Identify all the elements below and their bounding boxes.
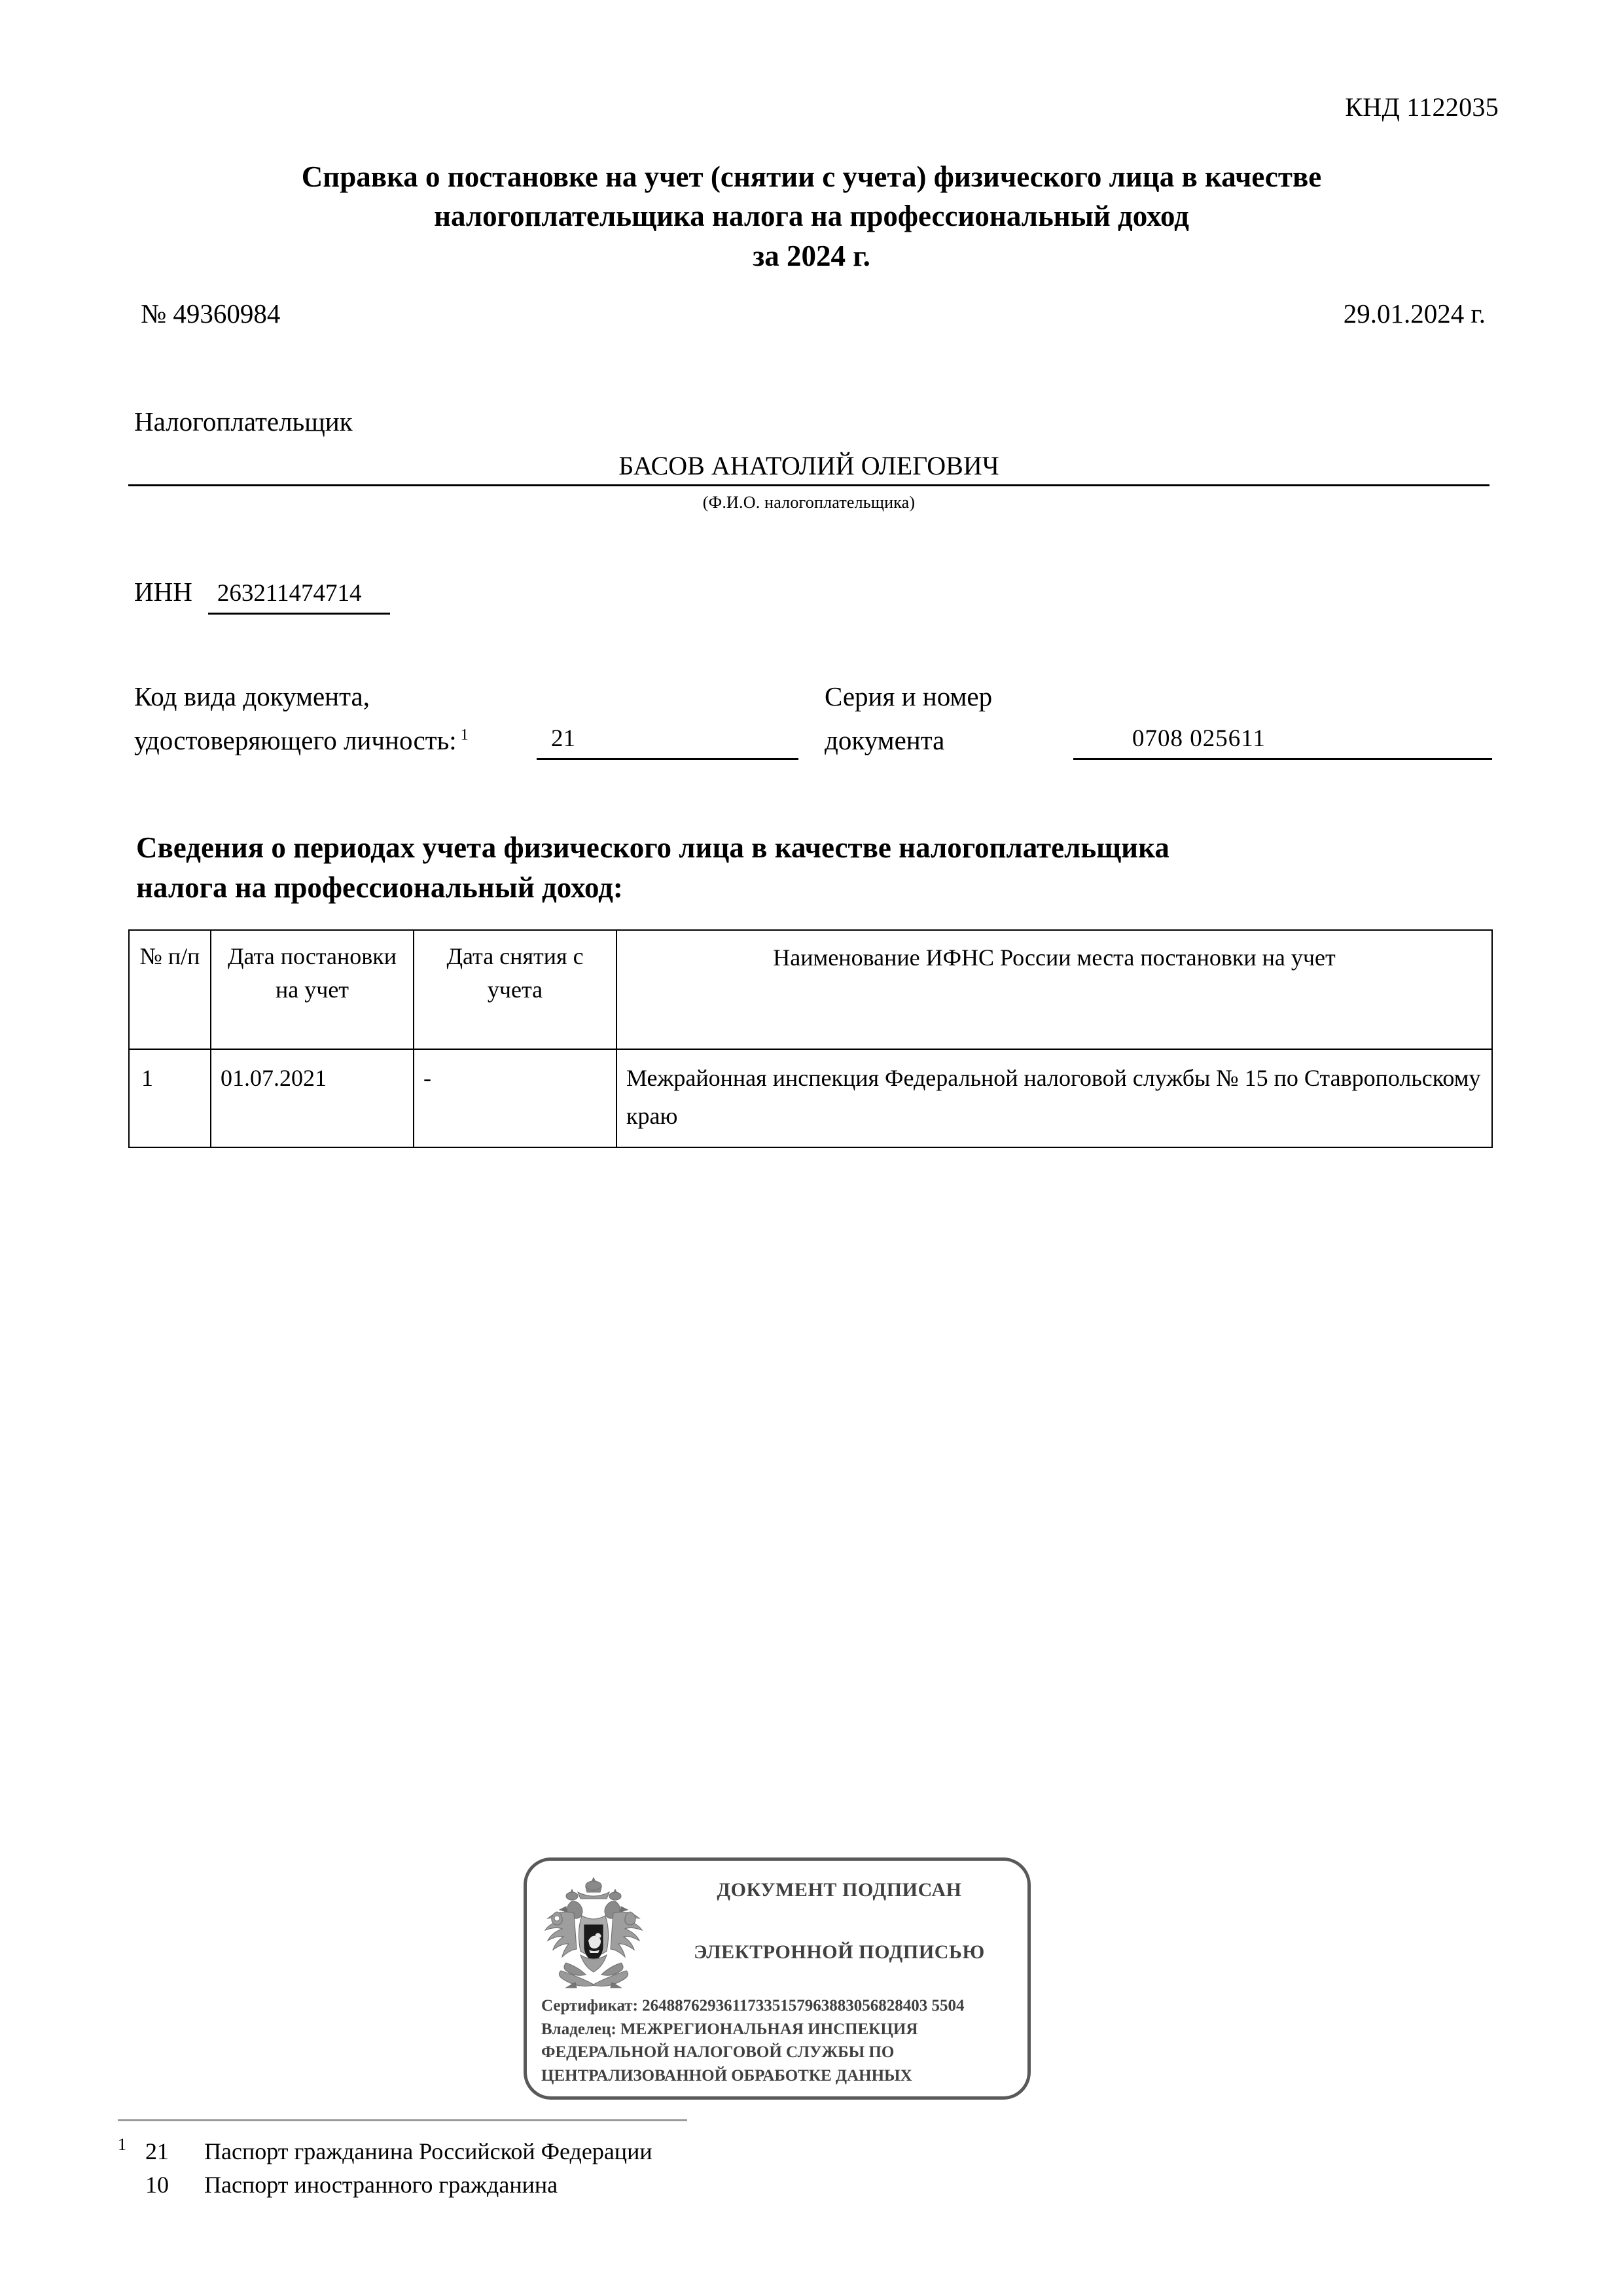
page-title-line-1: Справка о постановке на учет (снятии с учета) физического лица в качестве [301,160,1322,193]
column-header-number: № п/п [129,930,211,1049]
taxpayer-name-caption: (Ф.И.О. налогоплательщика) [702,493,916,512]
inn-row [134,576,390,615]
document-number: № 49360984 [141,298,281,329]
taxpayer-label: Налогоплательщик [134,406,353,437]
column-header-registration-date: Дата постановки на учет [211,930,414,1049]
page-title [151,157,1472,276]
document-date: 29.01.2024 г. [1343,298,1486,329]
document-code-footnote-marker: 1 [460,726,469,744]
russian-coat-of-arms-eagle-icon [541,1873,646,1994]
document-code-value: 21 [537,725,798,760]
owner-label: Владелец: [541,2020,616,2038]
page-title-line-3: за 2024 г. [753,239,870,272]
signature-heading-line-2: ЭЛЕКТРОННОЙ ПОДПИСЬЮ [694,1941,985,1963]
owner-value-line-1: МЕЖРЕГИОНАЛЬНАЯ ИНСПЕКЦИЯ [620,2020,918,2038]
cell-number: 1 [129,1049,211,1147]
electronic-signature-stamp [524,1857,1031,2100]
identity-document-lower-row [134,721,1492,760]
identity-document-block [134,681,1492,760]
periods-section-heading [136,828,1491,908]
footnotes [118,2135,652,2202]
column-header-deregistration-date: Дата снятия с учета [414,930,616,1049]
document-code-label-line2: удостоверяющего личность: $^1$ [134,725,469,755]
document-series-label-line1: Серия и номер [825,681,993,711]
inn-value: 263211474714 [208,579,390,615]
signature-heading [651,1879,1027,1963]
periods-table-body [129,1049,1492,1147]
footnote-separator [118,2119,687,2121]
periods-table [128,929,1493,1148]
document-number-date-row [141,298,1486,329]
table-row [129,1049,1492,1147]
page-title-line-2: налогоплательщика налога на профессиональный доход [434,200,1189,233]
document-series-label-line2: документа [825,725,945,755]
identity-document-upper-labels [134,681,1492,712]
taxpayer-name-field [128,452,1489,512]
document-code-label-line1: Код вида документа, [134,681,370,711]
owner-line-2: ФЕДЕРАЛЬНОЙ НАЛОГОВОЙ СЛУЖБЫ ПО [541,2043,895,2061]
signature-details [541,1994,1026,2087]
periods-table-head [129,930,1492,1049]
footnote-text-1: Паспорт гражданина Российской Федерации [204,2138,652,2164]
document-code-spacer [537,681,798,712]
column-header-ifns-name: Наименование ИФНС России места постановки на учет [616,930,1492,1049]
footnote-item [118,2135,652,2168]
footnote-text-2: Паспорт иностранного гражданина [204,2172,558,2198]
owner-line-3: ЦЕНТРАЛИЗОВАННОЙ ОБРАБОТКЕ ДАННЫХ [541,2066,912,2085]
table-header-row [129,930,1492,1049]
certificate-line [541,1994,1026,2018]
taxpayer-full-name: БАСОВ АНАТОЛИЙ ОЛЕГОВИЧ [618,451,999,480]
footnote-code-1: 21 [145,2138,169,2164]
knd-code: КНД 1122035 [1345,92,1499,122]
footnote-code-2: 10 [145,2172,169,2198]
cell-deregistration-date: - [414,1049,616,1147]
footnote-marker: 1 [118,2135,126,2154]
certificate-value: 26488762936117335157963883056828403 5504 [642,1997,965,2015]
footnote-item [118,2168,652,2202]
cell-registration-date: 01.07.2021 [211,1049,414,1147]
owner-line-1 [541,2018,1026,2041]
signature-heading-line-1: ДОКУМЕНТ ПОДПИСАН [717,1879,962,1901]
certificate-label: Сертификат: [541,1997,638,2015]
inn-label: ИНН [134,577,192,607]
document-series-value: 0708 025611 [1073,725,1492,760]
periods-section-heading-line-2: налога на профессиональный доход: [136,871,623,905]
cell-ifns-name: Межрайонная инспекция Федеральной налоговой службы № 15 по Ставропольскому краю [616,1049,1492,1147]
periods-section-heading-line-1: Сведения о периодах учета физического лица в качестве налогоплательщика [136,831,1169,864]
